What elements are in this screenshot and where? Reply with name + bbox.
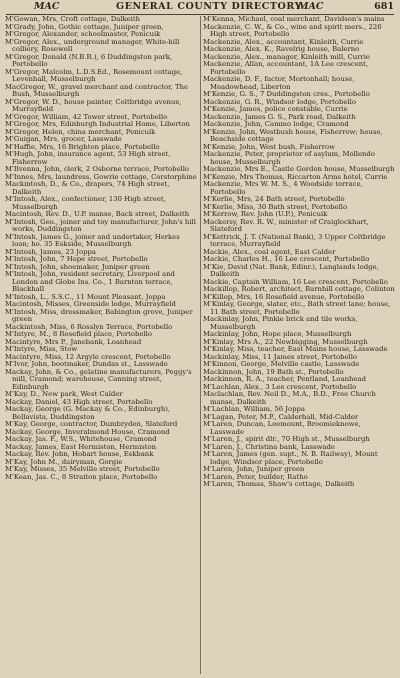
directory-entry: Mackay, Rev. John, Hobart house, Eskbank [5,450,154,458]
directory-entry: Mackay, Daniel, 43 High street, Portobello [5,397,153,406]
directory-entry: Mackenzie, D. F., factor, Mortonhall; house, Meadowhead, Liberton [203,75,355,91]
directory-entry: M'Kay, John M., dairyman, Gorgie [5,457,123,466]
directory-entry: M'Kenzie, G. S., 7 Duddingston cres., Portobello [203,90,370,98]
left-column [5,16,198,481]
directory-entry: M'Lagan, Peter, M.P., Calderhall, Mid-Calder [203,412,359,421]
directory-entry: M'Kay, Misses, 35 Melville street, Portobello [5,465,160,473]
page-header [6,0,394,14]
directory-entry: M'Ilvenna, John, clerk, 2 Osborne terrace, Portobello [5,165,190,173]
directory-entry: M'Kenzie, Mrs Thomas, Riccarton Arms hotel, Currie [203,172,388,181]
directory-entry: M'Gregor, Helen, china merchant, Penicuik [5,127,156,136]
directory-entry: Mackenzie, John, Cammo lodge, Cramond [203,120,349,128]
directory-entry: M'Grady, John, Gothic cottage, Juniper green, [5,22,164,31]
directory-entry: Mackillop, Robert, architect, Barnhill cottage, Colinton [203,285,395,293]
directory-entry: M'Gregor, Malcolm, L.D.S.Ed., Rosemount cottage, Levenhall, Musselburgh [5,67,183,83]
directory-entry: M'Intosh, John, shoemaker, Juniper green [5,262,150,271]
directory-entry: MacGregor, W., gravel merchant and contractor, The Bush, Musselburgh [5,82,189,98]
directory-entry: M'Laren, Thomas, Shaw's cottage, Dalkeith [203,480,355,488]
directory-entry: Mackinlay, John, Hope place, Musselburgh [203,330,352,338]
directory-entry: M'Intosh, John, 7 Hope street, Portobello [5,255,148,263]
right-column [203,16,396,489]
directory-entry: M'Kie, David (Nat. Bank, Edinr.), Langlands lodge, Dalkeith [203,262,379,278]
directory-entry: M'Intosh, James, 23 Joppa [5,247,96,256]
directory-entry: Mackenzie, Allan, accountant, 1A Lee crescent, Portobello [203,60,369,76]
directory-entry: M'Laren, J., spirit dlr., 70 High st., Musselburgh [203,435,370,443]
directory-entry: M'Kean, Jas. C., 8 Straiton place, Portobello [5,472,158,481]
directory-entry: Mackenzie, Peter, proprietor of asylum, Mollendo house, Musselburgh [203,150,375,166]
directory-entry: M'Intosh, L., S.S.C., 11 Mount Pleasant, Joppa [5,292,166,301]
directory-entry: M'Gregor, William, 42 Tower street, Portobello [5,112,168,121]
directory-entry: M'Laren, John, Juniper green [203,465,305,473]
directory-entry: M'Kinlay, George, slater, etc., Bath street lane; house, 11 Bath street, Portobello [203,300,391,316]
directory-entry: Mackenzie, G. R., Windsor lodge, Portobello [203,97,356,106]
directory-entry: M'Laren, J., Christina bank, Lasswade [203,442,335,451]
directory-entry: Mackay, John, & Co., gelatine manufacturers, Peggy's mill, Cramond; warehouse, Canning street, Edinburgh [5,367,192,391]
directory-entry: M'Intosh, James G., joiner and undertaker, Herkes loan; ho. 35 Eskside, Musselburgh [5,232,180,248]
directory-entry: Macintosh, Misses, Greenside lodge, Murrayfield [5,300,176,308]
directory-entry: M'Intosh, John, resident secretary, Liverpool and London and Globe Ins. Co., 1 Barnton terrace, Blackhall [5,270,175,293]
directory-entry: Mackay, George (G. Mackay & Co., Edinburgh), Bellavista, Duddingston [5,405,171,421]
directory-entry: M'Laren, Peter, builder, Ratho [203,472,308,481]
directory-entry: Mackay, James, East Hermiston, Hermiston [5,442,157,451]
directory-entry: Mackie, Charles H., 16 Lee crescent, Portobello [203,255,370,263]
directory-entry: M'Ivor, John, bootmaker, Dundas st., Lasswade [5,360,168,368]
directory-entry: M'Kinlay, Mrs A., 22 Newbigging, Musselburgh [203,337,368,346]
directory-entry: M'Intosh, Miss, dressmaker, Babington grove, Juniper green [5,307,193,323]
directory-entry: M'Lachlan, Alex., 3 Lee crescent, Portobello [203,382,357,391]
directory-entry: Mackenzie, C. W., & Co., wine and spirit mers., 226 High street, Portobello [203,22,382,38]
directory-entry: M'Kay, George, contractor, Dumbryden, Slateford [5,420,178,428]
directory-entry: Mackay, Jas. F., W.S., Whitehouse, Cramond [5,435,157,443]
directory-entry: M'Laren, Duncan, Leemount, Broomieknowe, Lasswade [203,420,361,436]
directory-entry: M'Kerlie, Miss, 30 Bath street, Portobello [203,202,348,211]
directory-entry: M'Kay, D., New park, West Calder [5,390,123,398]
directory-entry: M'Kettrick, J. T. (National Bank), 3 Upper Coltbridge terrace, Murrayfield [203,232,386,248]
directory-entry: Mackenzie, Alex., manager, Kinleith mill, Currie [203,52,370,61]
directory-entry: Mackenzie, James G. S., Park road, Dalkeith [203,112,356,121]
directory-entry: M'Kenzie, James, police constable, Currie [203,105,348,113]
directory-entry: M'Hugh, John, insurance agent, 53 High street, Fisherrow [5,150,171,166]
directory-entry: M'Intyre, Miss, Stow [5,345,78,353]
directory-entry: Mackinlay, Miss, 11 James street, Portobello [203,352,357,361]
directory-entry: M'Haffie, Mrs, 16 Brighton place, Portobello [5,142,160,151]
directory-entry: Mackintosh, D., & Co., drapers, 74 High street, Dalkeith [5,180,170,196]
directory-entry: Mackenzie, Alex. K., Ravelrig house, Balerno [203,45,360,53]
directory-entry: Mackinnon, John, 19 Bath st., Portobello [203,367,344,376]
directory-entry: Maclachlan, Rev. Neil D., M.A., B.D., Free Church manse, Dalkeith [203,390,376,406]
directory-entry: M'Killop, Mrs, 16 Rosefield avenue, Portobello [203,292,365,301]
directory-entry: M'Laren, James (gen. supt., N. B. Railway), Mount lodge, Windsor place, Portobello [203,450,378,466]
directory-entry: M'Innes, Mrs, laundress, Gowrie cottage, Corstorphine [5,172,197,181]
directory-entry: Mackie, Alex., coal agent, East Calder [203,247,336,256]
directory-entry: M'Guigan, Mrs, grocer, Lasswade [5,135,122,143]
directory-entry: Mackie, Captain William, 16 Lee crescent, Portobello [203,277,388,286]
directory-entry: Macintosh, Rev. D., U.P. manse, Back street, Dalkeith [5,210,190,218]
directory-entry: M'Intyre, M., 8 Rosefield place, Portobello [5,330,152,338]
header-title: GENERAL COUNTY DIRECTORY. [116,1,305,12]
directory-entry: Mackenzie, Mrs W. M. S., 4 Woodside terrace, Portobello [203,180,363,196]
directory-entry: M'Gowan, Mrs, Croft cottage, Dalkeith [5,15,141,23]
header-right-word: MAC [298,1,324,12]
directory-entry: Mackay, George, Inveralmond House, Cramond [5,427,170,436]
page-number: 681 [374,1,394,12]
directory-entry: Macintyre, Miss, 12 Argyle crescent, Portobello [5,352,171,361]
directory-entry: M'Intosh, Geo., joiner and toy manufacturer, John's hill works, Duddingston [5,217,196,233]
directory-entry: Mackenzie, Mrs E., Castle Gordon house, Musselburgh [203,165,395,173]
directory-entry: M'Gregor, W. D., house painter, Coltbridge avenue, Murrayfield [5,97,182,113]
directory-entry: Mackenzie, Alex., accountant, Kinleith, Currie [203,37,364,46]
directory-entry: M'Kerrow, Rev. John (U.P.), Penicuik [203,210,328,218]
directory-entry: M'Kerlie, Mrs, 24 Bath street, Portobello [203,195,345,203]
directory-entry: M'Gregor, Alex., underground manager, White-hill colliery, Rosewell [5,37,180,53]
directory-entry: M'Kenzie, John, West bush, Fisherrow [203,142,335,151]
directory-entry: Macintyre, Mrs P., Janebank, Loanhead [5,337,142,346]
header-left-word: MAC [34,1,60,12]
directory-entry: M'Gregor, Donald (N.B.R.), 6 Duddingston park, Portobello [5,52,173,68]
column-divider [200,16,201,674]
directory-entry: M'Intosh, Alex., confectioner, 130 High street, Musselburgh [5,195,166,211]
directory-entry: M'Lachlan, William, 56 Joppa [203,405,305,413]
directory-entry: M'Kinnon, George, Melville castle, Lasswade [203,360,360,368]
directory-entry: M'Kinlay, Miss, teacher, East Mains house, Lasswade [203,345,388,353]
directory-entry: M'Gregor, Mrs, Edinburgh Industrial Home, Liberton [5,120,190,128]
directory-entry: Mackintosh, Miss, 6 Rosslyn Terrace, Portobello [5,322,173,331]
directory-entry: Mackinlay, John, Pinkie brick and tile works, Musselburgh [203,315,358,331]
directory-entry: M'Gregor, Alexander, schoolmaster, Penicuik [5,30,161,38]
directory-entry: Mackinnon, R. A., teacher, Pentland, Loanhead [203,375,366,383]
directory-entry: M'Kenzie, John, Westbush house, Fisherrow; house, Beachside cottage [203,127,383,143]
directory-entry: Mackersy, Rev. R. W., minister of Craiglockhart, Slateford [203,217,369,233]
directory-entry: M'Kenna, Michael, coal merchant, Davidson's mains [203,15,385,23]
